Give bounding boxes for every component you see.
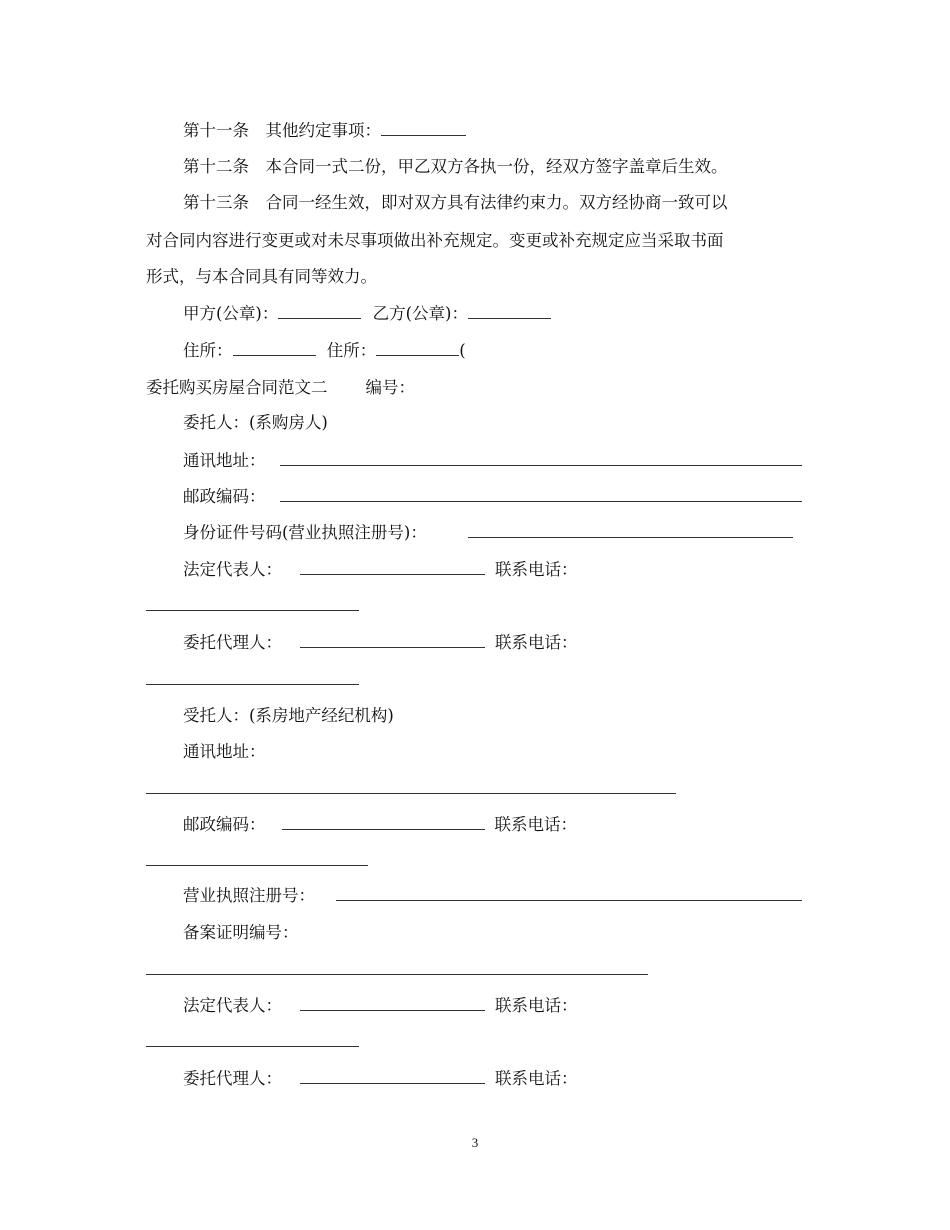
trustee-postcode-line bbox=[183, 814, 577, 836]
party-a-address-label: 住所： bbox=[183, 341, 233, 360]
page-number: 3 bbox=[471, 1135, 479, 1150]
trustee-phone-blank bbox=[146, 865, 368, 866]
principal-heading: 委托人：(系购房人) bbox=[183, 413, 328, 432]
address-line bbox=[183, 340, 466, 362]
principal-postcode-blank bbox=[280, 501, 802, 502]
party-a-seal-label: 甲方(公章)： bbox=[183, 304, 279, 323]
legal-rep-phone-blank bbox=[146, 610, 359, 611]
filing-cert-blank bbox=[146, 974, 648, 975]
trustee-postcode-blank bbox=[282, 814, 485, 830]
agent-phone-blank bbox=[146, 684, 359, 685]
article-13-line1: 第十三条 合同一经生效，即对双方具有法律约束力。双方经协商一致可以 bbox=[183, 193, 728, 212]
sample-two-title-line bbox=[146, 377, 415, 399]
principal-id-label: 身份证件号码(营业执照注册号)： bbox=[183, 523, 427, 542]
agent-label: 委托代理人： bbox=[183, 633, 282, 652]
party-b-address-blank bbox=[376, 340, 459, 356]
party-a-seal-blank bbox=[278, 303, 361, 319]
principal-address-blank bbox=[280, 465, 802, 466]
seal-line bbox=[183, 303, 551, 325]
agent-blank bbox=[300, 632, 485, 648]
principal-legal-rep-line bbox=[183, 559, 578, 581]
principal-agent-line bbox=[183, 632, 578, 654]
article-11 bbox=[183, 120, 466, 142]
legal-rep-blank bbox=[300, 559, 485, 575]
trustee-heading: 受托人：(系房地产经纪机构) bbox=[183, 706, 394, 725]
party-b-seal-label: 乙方(公章)： bbox=[372, 304, 468, 323]
party-a-address-blank bbox=[233, 340, 316, 356]
principal-id-blank bbox=[468, 537, 793, 538]
trustee-agent-label: 委托代理人： bbox=[183, 1069, 282, 1088]
principal-address-label: 通讯地址： bbox=[183, 451, 266, 470]
trustee-agent-line bbox=[183, 1068, 578, 1090]
trustee-agent-phone-label: 联系电话： bbox=[495, 1069, 578, 1088]
article-11-text: 第十一条 其他约定事项： bbox=[183, 121, 381, 140]
party-b-address-label: 住所： bbox=[326, 341, 377, 360]
trustee-legal-rep-phone-blank bbox=[146, 1046, 359, 1047]
open-paren: ( bbox=[459, 341, 466, 360]
trustee-address-label: 通讯地址： bbox=[183, 742, 266, 761]
trustee-legal-rep-phone-label: 联系电话： bbox=[495, 996, 578, 1015]
trustee-legal-rep-line bbox=[183, 995, 578, 1017]
sample-two-title: 委托购买房屋合同范文二 bbox=[146, 378, 328, 397]
trustee-postcode-label: 邮政编码： bbox=[183, 815, 266, 834]
article-12: 第十二条 本合同一式二份，甲乙双方各执一份，经双方签字盖章后生效。 bbox=[183, 157, 728, 176]
principal-postcode-label: 邮政编码： bbox=[183, 487, 266, 506]
article-13-line2: 对合同内容进行变更或对未尽事项做出补充规定。变更或补充规定应当采取书面 bbox=[146, 231, 724, 250]
trustee-address-blank bbox=[146, 793, 676, 794]
business-license-blank bbox=[336, 900, 802, 901]
filing-cert-label: 备案证明编号： bbox=[183, 923, 299, 942]
other-terms-blank bbox=[381, 120, 466, 136]
serial-number-label: 编号： bbox=[365, 378, 415, 397]
trustee-legal-rep-blank bbox=[300, 995, 485, 1011]
trustee-legal-rep-label: 法定代表人： bbox=[183, 996, 282, 1015]
business-license-label: 营业执照注册号： bbox=[183, 886, 315, 905]
trustee-agent-blank bbox=[300, 1068, 485, 1084]
legal-rep-phone-label: 联系电话： bbox=[495, 560, 578, 579]
article-13-line3: 形式，与本合同具有同等效力。 bbox=[146, 267, 377, 286]
trustee-phone-label: 联系电话： bbox=[494, 815, 577, 834]
legal-rep-label: 法定代表人： bbox=[183, 560, 282, 579]
agent-phone-label: 联系电话： bbox=[495, 633, 578, 652]
party-b-seal-blank bbox=[468, 303, 551, 319]
